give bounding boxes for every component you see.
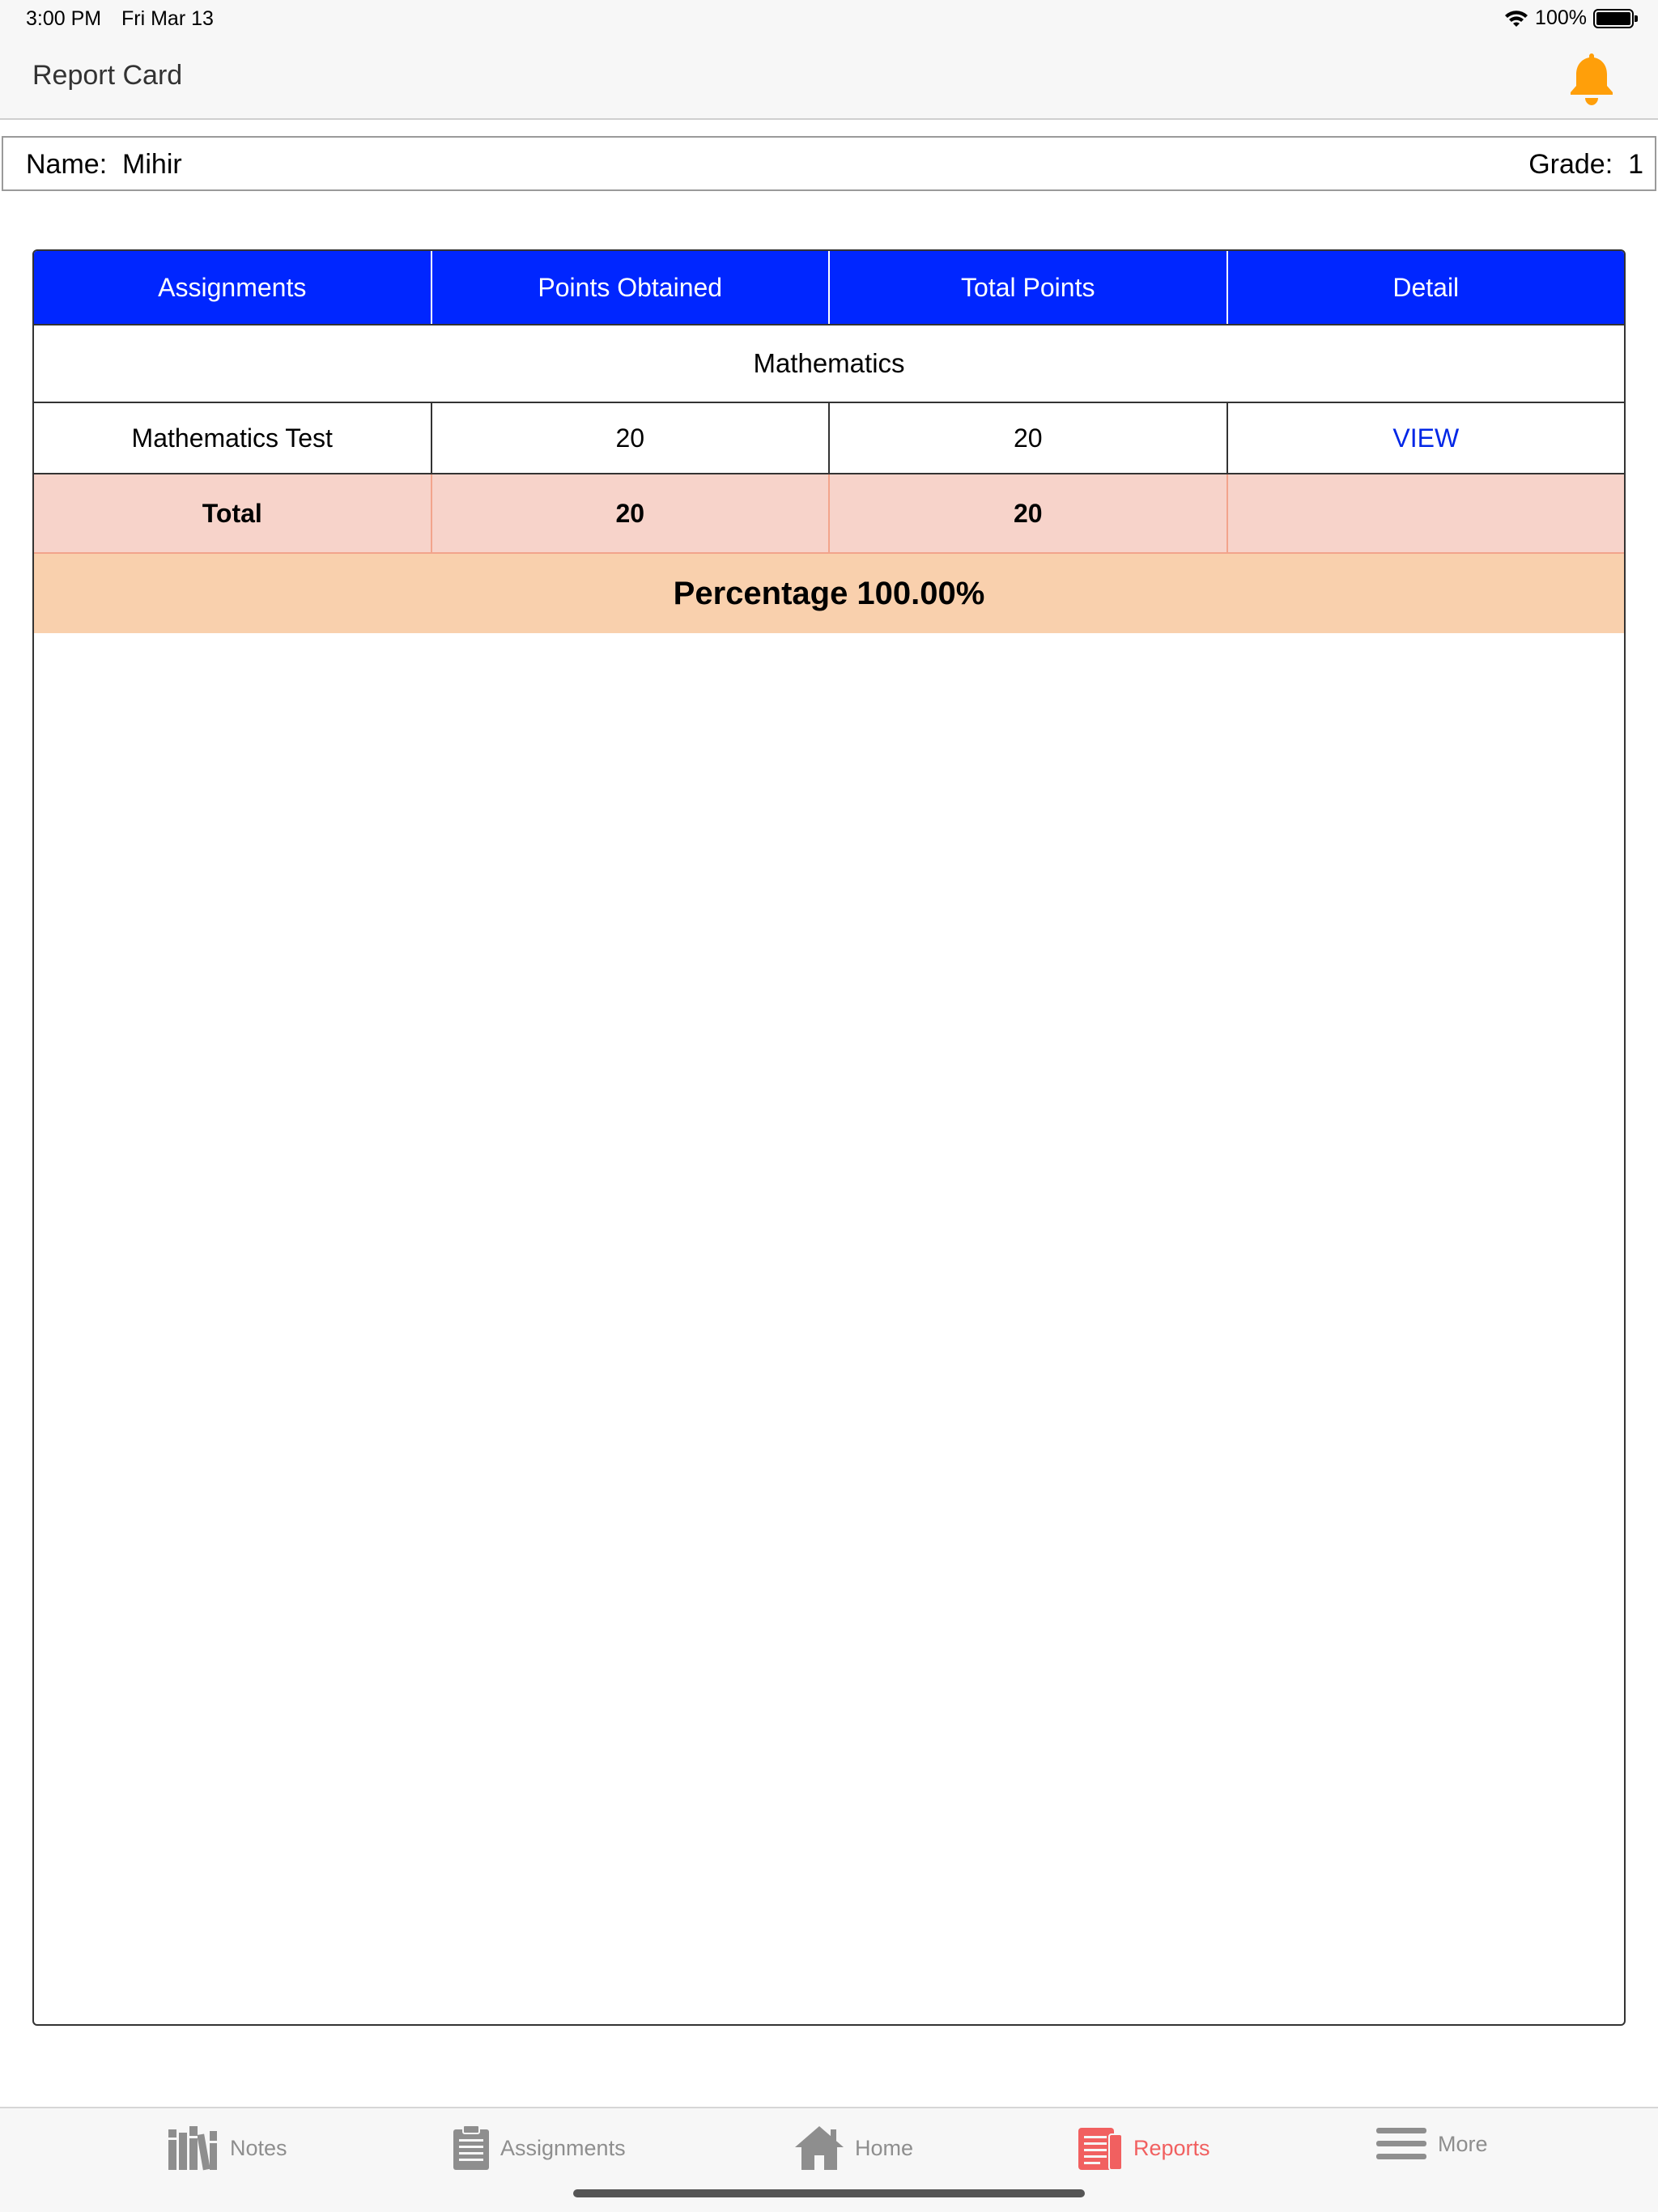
total-points-obtained: 20 (432, 474, 831, 552)
header-assignments: Assignments (34, 251, 432, 324)
points-obtained: 20 (432, 403, 831, 473)
status-time: 3:00 PM (26, 7, 102, 30)
notification-bell-icon[interactable] (1566, 50, 1618, 107)
table-row (34, 403, 1624, 474)
battery-icon (1593, 9, 1634, 28)
battery-percent: 100% (1535, 6, 1587, 29)
tab-reports-label: Reports (1133, 2135, 1210, 2160)
total-points: 20 (830, 403, 1228, 473)
clipboard-icon (452, 2125, 491, 2172)
tab-more[interactable] (1375, 2125, 1488, 2163)
header-total-points: Total Points (830, 251, 1228, 324)
header-points-obtained: Points Obtained (432, 251, 831, 324)
report-icon (1077, 2125, 1124, 2172)
name-label: Name: (26, 149, 108, 180)
books-icon (167, 2125, 220, 2172)
tab-home-label: Home (855, 2135, 914, 2160)
status-date: Fri Mar 13 (121, 7, 214, 30)
table-header (34, 251, 1624, 324)
percentage-summary: Percentage 100.00% (34, 554, 1624, 633)
home-icon (793, 2125, 845, 2172)
student-info-bar (2, 136, 1656, 191)
tab-assignments[interactable] (452, 2125, 626, 2172)
status-bar (0, 0, 1658, 39)
view-detail-link[interactable]: VIEW (1392, 423, 1460, 453)
student-grade (1528, 149, 1643, 181)
assignment-name: Mathematics Test (34, 403, 432, 473)
tab-reports[interactable] (1077, 2125, 1210, 2172)
grade-label: Grade: (1528, 149, 1613, 180)
page-title: Report Card (32, 60, 183, 91)
tab-notes[interactable] (167, 2125, 287, 2172)
student-name (26, 149, 182, 181)
total-points-total: 20 (830, 474, 1228, 552)
wifi-icon (1504, 9, 1528, 28)
tab-more-label: More (1438, 2131, 1488, 2156)
name-value: Mihir (122, 149, 182, 180)
home-indicator[interactable] (573, 2189, 1085, 2197)
menu-icon (1375, 2125, 1428, 2163)
report-card-table (32, 249, 1626, 2026)
nav-bar (0, 39, 1658, 120)
tab-assignments-label: Assignments (500, 2135, 626, 2160)
header-detail: Detail (1392, 272, 1460, 302)
total-detail (1228, 474, 1625, 552)
tab-home[interactable] (793, 2125, 913, 2172)
tab-notes-label: Notes (230, 2135, 287, 2160)
subject-heading: Mathematics (34, 324, 1624, 403)
total-row (34, 474, 1624, 554)
detail-cell (1228, 403, 1625, 473)
total-label: Total (34, 474, 432, 552)
grade-value: 1 (1628, 149, 1643, 180)
status-indicators (1504, 6, 1634, 30)
